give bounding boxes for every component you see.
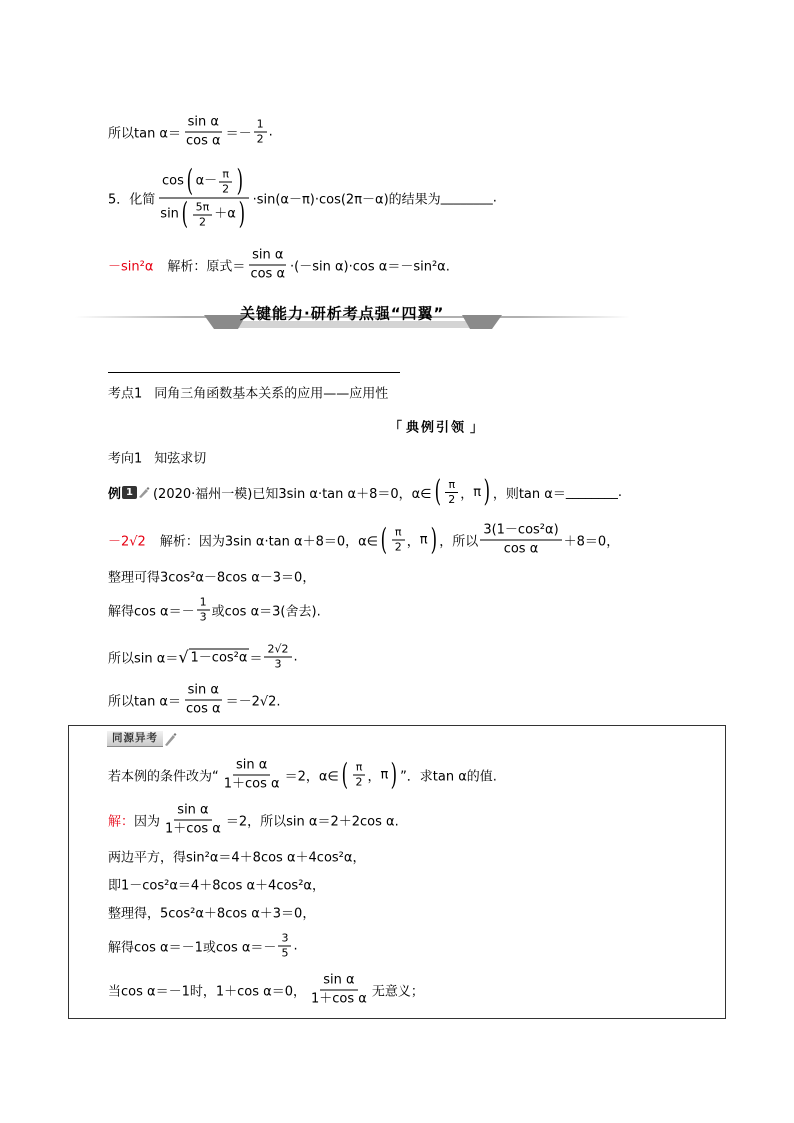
function-name: cos bbox=[161, 173, 184, 189]
answer-blank: ________ bbox=[565, 484, 618, 500]
topic-label: 考点1 bbox=[108, 386, 143, 402]
big-paren: ( bbox=[341, 757, 348, 792]
denominator: 2 bbox=[198, 215, 206, 228]
denominator: 5 bbox=[281, 946, 289, 960]
text-segment: π bbox=[473, 484, 482, 500]
analysis-label: 解析： bbox=[167, 259, 207, 275]
square-root bbox=[178, 648, 249, 666]
big-fraction bbox=[157, 163, 250, 232]
variant-solution-line-5 bbox=[108, 933, 298, 960]
fraction bbox=[221, 758, 283, 793]
fraction bbox=[480, 523, 561, 558]
solution-line-5 bbox=[108, 683, 281, 718]
fraction bbox=[278, 933, 291, 960]
fraction bbox=[254, 119, 267, 146]
direction-heading bbox=[108, 448, 206, 467]
text-segment: ， bbox=[460, 486, 474, 502]
fraction bbox=[183, 115, 224, 150]
text-segment: 无意义； bbox=[371, 984, 424, 1000]
variant-tag bbox=[107, 731, 177, 746]
text-segment: 解得cos α＝－ bbox=[108, 604, 195, 620]
fraction bbox=[392, 527, 405, 554]
variant-solution-line-2 bbox=[108, 847, 365, 866]
text-segment: 因为3sin α·tan α＋8＝0，α∈ bbox=[198, 534, 379, 550]
divider-line bbox=[108, 372, 400, 373]
direction-title: 知弦求切 bbox=[154, 451, 207, 467]
denominator: cos α bbox=[186, 133, 221, 149]
denominator: 3 bbox=[199, 610, 207, 624]
numerator: sin α bbox=[320, 973, 357, 991]
numerator: sin α bbox=[249, 248, 286, 266]
source-text: (2020·福州一模) bbox=[152, 486, 253, 502]
denominator: 2 bbox=[256, 132, 264, 146]
fraction bbox=[219, 168, 232, 195]
variant-solution-line-1 bbox=[108, 803, 399, 838]
text-segment: 原式＝ bbox=[206, 259, 246, 275]
denominator bbox=[157, 196, 250, 232]
variant-solution-line-4 bbox=[108, 903, 315, 922]
big-paren: ( bbox=[181, 196, 189, 232]
text-segment: ·(－sin α)·cos α＝－sin²α. bbox=[290, 259, 450, 275]
numerator: 5π bbox=[193, 201, 213, 215]
variant-solution-line-6 bbox=[108, 973, 424, 1008]
numerator: π bbox=[392, 527, 405, 541]
text-segment: α－ bbox=[195, 173, 218, 189]
denominator: 1＋cos α bbox=[165, 821, 221, 837]
radical-sign: √ bbox=[178, 647, 189, 666]
problem-5-answer-line bbox=[108, 248, 450, 283]
text-segment: ＝－ bbox=[225, 126, 252, 142]
text-segment: ＝ bbox=[249, 651, 263, 667]
numerator: π bbox=[353, 762, 366, 776]
big-paren: ( bbox=[380, 522, 388, 557]
bracket-close: 」 bbox=[470, 420, 486, 436]
text-segment: 所以tan α＝ bbox=[108, 126, 182, 142]
text-segment: ，所以 bbox=[439, 534, 479, 550]
text-segment: ＋α bbox=[214, 206, 236, 222]
denominator: cos α bbox=[186, 701, 221, 717]
text-segment: ， bbox=[406, 534, 420, 550]
heading-text: 典例引领 bbox=[405, 420, 466, 436]
fraction bbox=[197, 597, 210, 624]
fraction bbox=[247, 248, 288, 283]
pen-icon bbox=[164, 732, 177, 746]
topic-heading bbox=[108, 383, 388, 402]
fraction bbox=[264, 644, 291, 671]
solution-line-4 bbox=[108, 644, 298, 671]
text-segment: 所以tan α＝ bbox=[108, 694, 182, 710]
text-segment: ， bbox=[367, 769, 381, 785]
example-1-line bbox=[108, 474, 622, 509]
text-segment: π bbox=[380, 767, 389, 783]
variant-solution-line-3 bbox=[108, 875, 325, 894]
analysis-label: 解析： bbox=[159, 534, 199, 550]
answer-blank: ________ bbox=[440, 190, 493, 206]
direction-label: 考向1 bbox=[108, 451, 143, 467]
text-segment: 即1－cos²α＝4＋8cos α＋4cos²α， bbox=[108, 878, 325, 894]
text-segment: ＝－2√2. bbox=[225, 694, 281, 710]
numerator: sin α bbox=[233, 758, 270, 776]
fraction bbox=[193, 201, 213, 228]
numerator: sin α bbox=[185, 115, 222, 133]
text-segment: 解得cos α＝－1或cos α＝－ bbox=[108, 940, 277, 956]
text-segment: ＋8＝0， bbox=[563, 534, 620, 550]
big-paren: ) bbox=[483, 474, 491, 509]
text-segment: ”．求tan α的值. bbox=[400, 769, 497, 785]
text-segment: . bbox=[293, 649, 298, 665]
section-banner-title: 关键能力·研析考点强“四翼” bbox=[240, 304, 445, 323]
function-name: sin bbox=[160, 206, 179, 222]
text-segment: 因为 bbox=[134, 814, 161, 830]
big-paren: ) bbox=[430, 522, 437, 557]
solution-line-1 bbox=[108, 523, 619, 558]
big-paren: ( bbox=[186, 163, 193, 199]
answer-text: －sin²α bbox=[108, 259, 154, 275]
fraction bbox=[162, 803, 224, 838]
fraction bbox=[445, 479, 458, 506]
numerator: sin α bbox=[174, 803, 211, 821]
pen-icon bbox=[138, 486, 150, 498]
text-segment: 整理得，5cos²α＋8cos α＋3＝0， bbox=[108, 906, 316, 922]
example-guide-heading bbox=[0, 417, 794, 436]
solution-line-2 bbox=[108, 567, 315, 586]
text-segment: ，则tan α＝ bbox=[492, 486, 566, 502]
text-segment: 两边平方，得sin²α＝4＋8cos α＋4cos²α， bbox=[108, 850, 366, 866]
numerator: 1 bbox=[254, 119, 267, 133]
text-segment: . bbox=[293, 938, 298, 954]
denominator: 2 bbox=[448, 492, 456, 506]
variant-tag-label: 同源异考 bbox=[107, 731, 163, 747]
text-segment: 当cos α＝－1时，1＋cos α＝0， bbox=[108, 984, 306, 1000]
answer-text: －2√2 bbox=[108, 534, 146, 550]
problem-5-line bbox=[108, 163, 497, 232]
text-segment: . bbox=[268, 124, 273, 140]
text-segment: 所以sin α＝ bbox=[108, 651, 179, 667]
denominator: 2 bbox=[222, 182, 230, 195]
denominator: 1＋cos α bbox=[223, 776, 280, 792]
solution-label: 解： bbox=[108, 814, 135, 830]
text-segment: 整理可得3cos²α－8cos α－3＝0， bbox=[108, 570, 316, 586]
fraction bbox=[308, 973, 370, 1008]
text-segment: . bbox=[492, 190, 497, 206]
topic-title: 同角三角函数基本关系的应用——应用性 bbox=[154, 386, 389, 402]
example-label: 例 bbox=[108, 486, 122, 502]
denominator: cos α bbox=[250, 266, 286, 282]
numerator bbox=[159, 163, 249, 199]
numerator: 2√2 bbox=[264, 644, 291, 658]
denominator: 3 bbox=[274, 657, 282, 671]
text-segment: . bbox=[617, 484, 622, 500]
big-paren: ( bbox=[434, 474, 441, 509]
denominator: 2 bbox=[355, 775, 363, 789]
big-paren: ) bbox=[390, 757, 398, 792]
denominator: 2 bbox=[394, 540, 402, 554]
text-segment: 已知3sin α·tan α＋8＝0，α∈ bbox=[252, 486, 432, 502]
big-paren: ) bbox=[238, 196, 245, 232]
variant-question-line bbox=[108, 758, 497, 793]
text-segment: ·sin(α－π)·cos(2π－α)的结果为 bbox=[252, 192, 441, 208]
numerator: 3(1－cos²α) bbox=[480, 523, 561, 541]
text-segment: ＝2，所以sin α＝2＋2cos α. bbox=[225, 814, 399, 830]
problem-number: 5． bbox=[108, 192, 130, 208]
numerator: π bbox=[219, 168, 232, 182]
big-paren: ) bbox=[236, 163, 244, 199]
numerator: 3 bbox=[278, 933, 291, 947]
numerator: π bbox=[445, 479, 458, 493]
numerator: sin α bbox=[185, 683, 222, 701]
fraction bbox=[353, 762, 366, 789]
radicand: 1－cos²α bbox=[190, 650, 248, 666]
text-segment: π bbox=[419, 532, 428, 548]
text-segment: 化简 bbox=[129, 192, 156, 208]
example-number-badge: 1 bbox=[122, 486, 137, 499]
numerator: 1 bbox=[197, 597, 210, 611]
text-segment: ＝2，α∈ bbox=[284, 769, 339, 785]
text-segment: 若本例的条件改为“ bbox=[108, 769, 219, 785]
denominator: cos α bbox=[503, 541, 539, 557]
denominator: 1＋cos α bbox=[310, 991, 367, 1007]
text-segment: 或cos α＝3(舍去). bbox=[211, 604, 321, 620]
bracket-open: 「 bbox=[388, 420, 404, 436]
previous-result-line bbox=[108, 115, 273, 150]
fraction bbox=[183, 683, 224, 718]
solution-line-3 bbox=[108, 597, 321, 624]
